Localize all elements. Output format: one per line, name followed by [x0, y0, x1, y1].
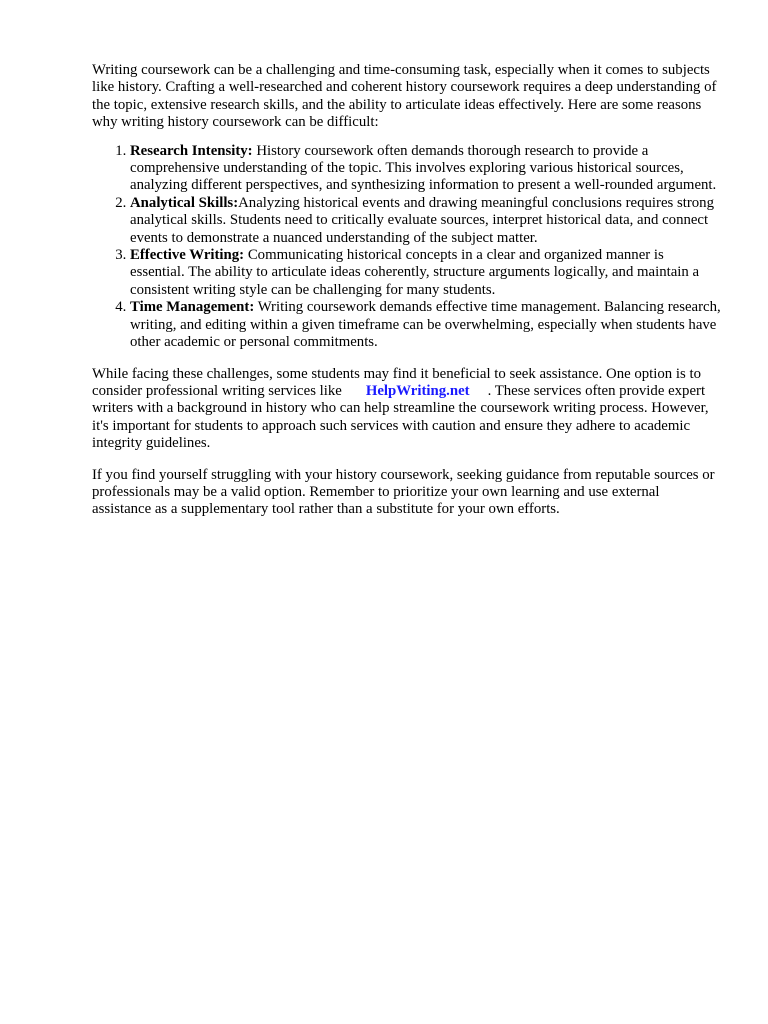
document-page	[92, 62, 722, 519]
assistance-paragraph	[92, 366, 722, 453]
list-item-title: Time Management:	[130, 299, 255, 316]
list-item-text: Analyzing historical events and drawing meaningful conclusions requires strong analytical skills. Students need to critically evaluate sources, interpret historical data, and connect events to demonstrate a nuanced understanding of the subject matter.	[130, 194, 714, 246]
list-item-title: Analytical Skills:	[130, 194, 239, 211]
intro-paragraph: Writing coursework can be a challenging and time-consuming task, especially when it comes to subjects like history. Crafting a well-researched and coherent history coursework requires a deep understanding of the topic, extensive research skills, and the ability to articulate ideas effectively. Here are some reasons why writing history coursework can be difficult:	[92, 62, 717, 131]
list-item-text: Communicating historical concepts in a clear and organized manner is essential. The ability to articulate ideas coherently, structure arguments logically, and maintain a consistent writing style can be challenging for many students.	[130, 247, 700, 298]
list-item-title: Research Intensity:	[130, 142, 253, 159]
list-item-effective-writing	[130, 247, 722, 299]
list-item-time-management	[130, 299, 722, 351]
list-item-research-intensity	[130, 143, 722, 195]
list-item-analytical-skills	[130, 195, 722, 247]
assistance-text-before: While facing these challenges, some students may find it beneficial to seek assistance. One option is to consider professional writing services like	[92, 365, 701, 399]
list-item-title: Effective Writing:	[130, 247, 245, 264]
assistance-text-after: . These services often provide expert writers with a background in history who can help streamline the coursework writing process. However, it's important for students to approach such services with caution and ensure they adhere to academic integrity guidelines.	[92, 382, 709, 452]
list-item-text: Writing coursework demands effective time management. Balancing research, writing, and editing within a given timeframe can be overwhelming, especially when students have other academic or personal commitments.	[130, 299, 721, 351]
helpwriting-link[interactable]: HelpWriting.net	[365, 382, 470, 399]
list-item-text: History coursework often demands thorough research to provide a comprehensive understanding of the topic. This involves exploring various historical sources, analyzing different perspectives, and synthesizing information to present a well-rounded argument.	[130, 142, 717, 194]
reasons-list	[92, 143, 722, 352]
closing-paragraph: If you find yourself struggling with your history coursework, seeking guidance from reputable sources or professionals may be a valid option. Remember to prioritize your own learning and use external assistance as a supplementary tool rather than a substitute for your own efforts.	[92, 466, 715, 518]
